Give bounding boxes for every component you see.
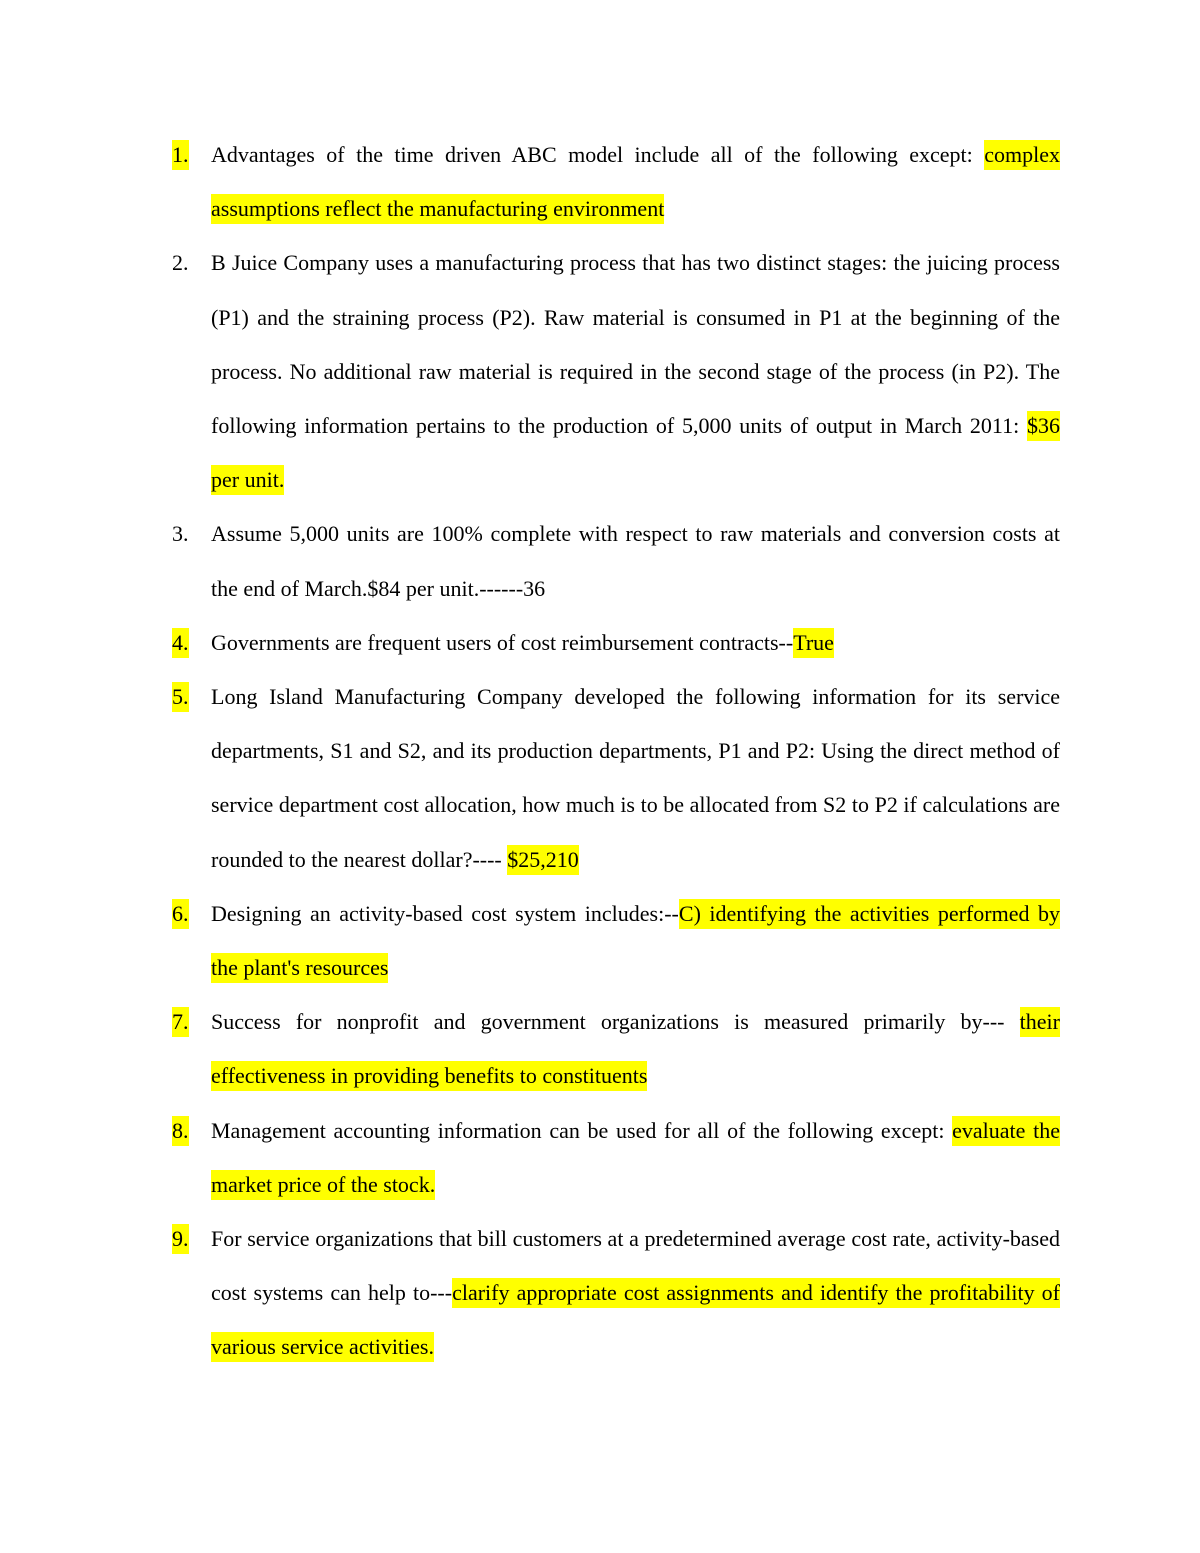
highlighted-answer: $36 per unit. xyxy=(211,411,1060,495)
item-number xyxy=(172,887,211,941)
item-body xyxy=(211,616,1060,670)
highlighted-answer: True xyxy=(793,628,834,658)
item-number xyxy=(172,1212,211,1266)
highlighted-answer: complex assumptions reflect the manufacturing environment xyxy=(211,140,1060,224)
list-item-3 xyxy=(172,507,1060,615)
item-number-label: 4. xyxy=(172,628,189,658)
item-number xyxy=(172,236,211,290)
item-body xyxy=(211,995,1060,1103)
question-text: Governments are frequent users of cost reimbursement contracts-- xyxy=(211,629,794,655)
question-text: Advantages of the time driven ABC model include all of the following except: xyxy=(211,142,985,167)
item-body xyxy=(211,128,1060,236)
item-number-label: 6. xyxy=(172,899,189,929)
item-number-label: 2. xyxy=(172,250,189,276)
item-body xyxy=(211,670,1060,887)
item-number xyxy=(172,507,211,561)
list-item-9 xyxy=(172,1212,1060,1375)
question-list xyxy=(172,128,1060,1375)
item-number xyxy=(172,128,211,182)
item-body xyxy=(211,507,1060,615)
question-text: Assume 5,000 units are 100% complete with respect to raw materials and conversion costs at the end of March.$84 per unit.------36 xyxy=(211,521,1060,601)
highlighted-answer: $25,210 xyxy=(507,845,579,875)
list-item-4 xyxy=(172,616,1060,670)
list-item-2 xyxy=(172,236,1060,507)
item-body xyxy=(211,1104,1060,1212)
item-body xyxy=(211,887,1060,995)
list-item-6 xyxy=(172,887,1060,995)
item-number xyxy=(172,1104,211,1158)
list-item-1 xyxy=(172,128,1060,236)
question-text: B Juice Company uses a manufacturing process that has two distinct stages: the juicing process (P1) and the straining process (P2). Raw material is consumed in P1 at the beginning of the process. No additional raw material is required in the second stage of the process (in P2). The following information pertains to the production of 5,000 units of output in March 2011: xyxy=(211,250,1060,439)
question-text: Success for nonprofit and government organizations is measured primarily by--- xyxy=(211,1009,1020,1035)
item-number xyxy=(172,670,211,724)
highlighted-answer: evaluate the market price of the stock. xyxy=(211,1116,1060,1200)
item-number-label: 1. xyxy=(172,140,189,170)
list-item-8 xyxy=(172,1104,1060,1212)
item-number-label: 7. xyxy=(172,1007,189,1037)
item-number xyxy=(172,995,211,1049)
question-text: Management accounting information can be used for all of the following except: xyxy=(211,1117,953,1143)
highlighted-answer: their effectiveness in providing benefits to constituents xyxy=(211,1007,1060,1091)
list-item-7 xyxy=(172,995,1060,1103)
item-number xyxy=(172,616,211,670)
item-body xyxy=(211,236,1060,507)
item-number-label: 9. xyxy=(172,1224,189,1254)
question-text: Long Island Manufacturing Company developed the following information for its service departments, S1 and S2, and its production departments, P1 and P2: Using the direct method of service department cost allocation, how much is to be allocated from S2 to P2 if calculations are rounded to the nearest dollar?---- xyxy=(211,684,1060,872)
question-text: Designing an activity-based cost system includes:-- xyxy=(211,900,679,926)
item-body xyxy=(211,1212,1060,1375)
highlighted-answer: C) identifying the activities performed by the plant's resources xyxy=(211,899,1060,983)
question-text: For service organizations that bill customers at a predetermined average cost rate, activity-based cost systems can help to--- xyxy=(211,1226,1060,1306)
list-item-5 xyxy=(172,670,1060,887)
item-number-label: 8. xyxy=(172,1116,189,1146)
item-number-label: 5. xyxy=(172,682,189,712)
highlighted-answer: clarify appropriate cost assignments and identify the profitability of various service activities. xyxy=(211,1278,1060,1362)
item-number-label: 3. xyxy=(172,521,189,547)
